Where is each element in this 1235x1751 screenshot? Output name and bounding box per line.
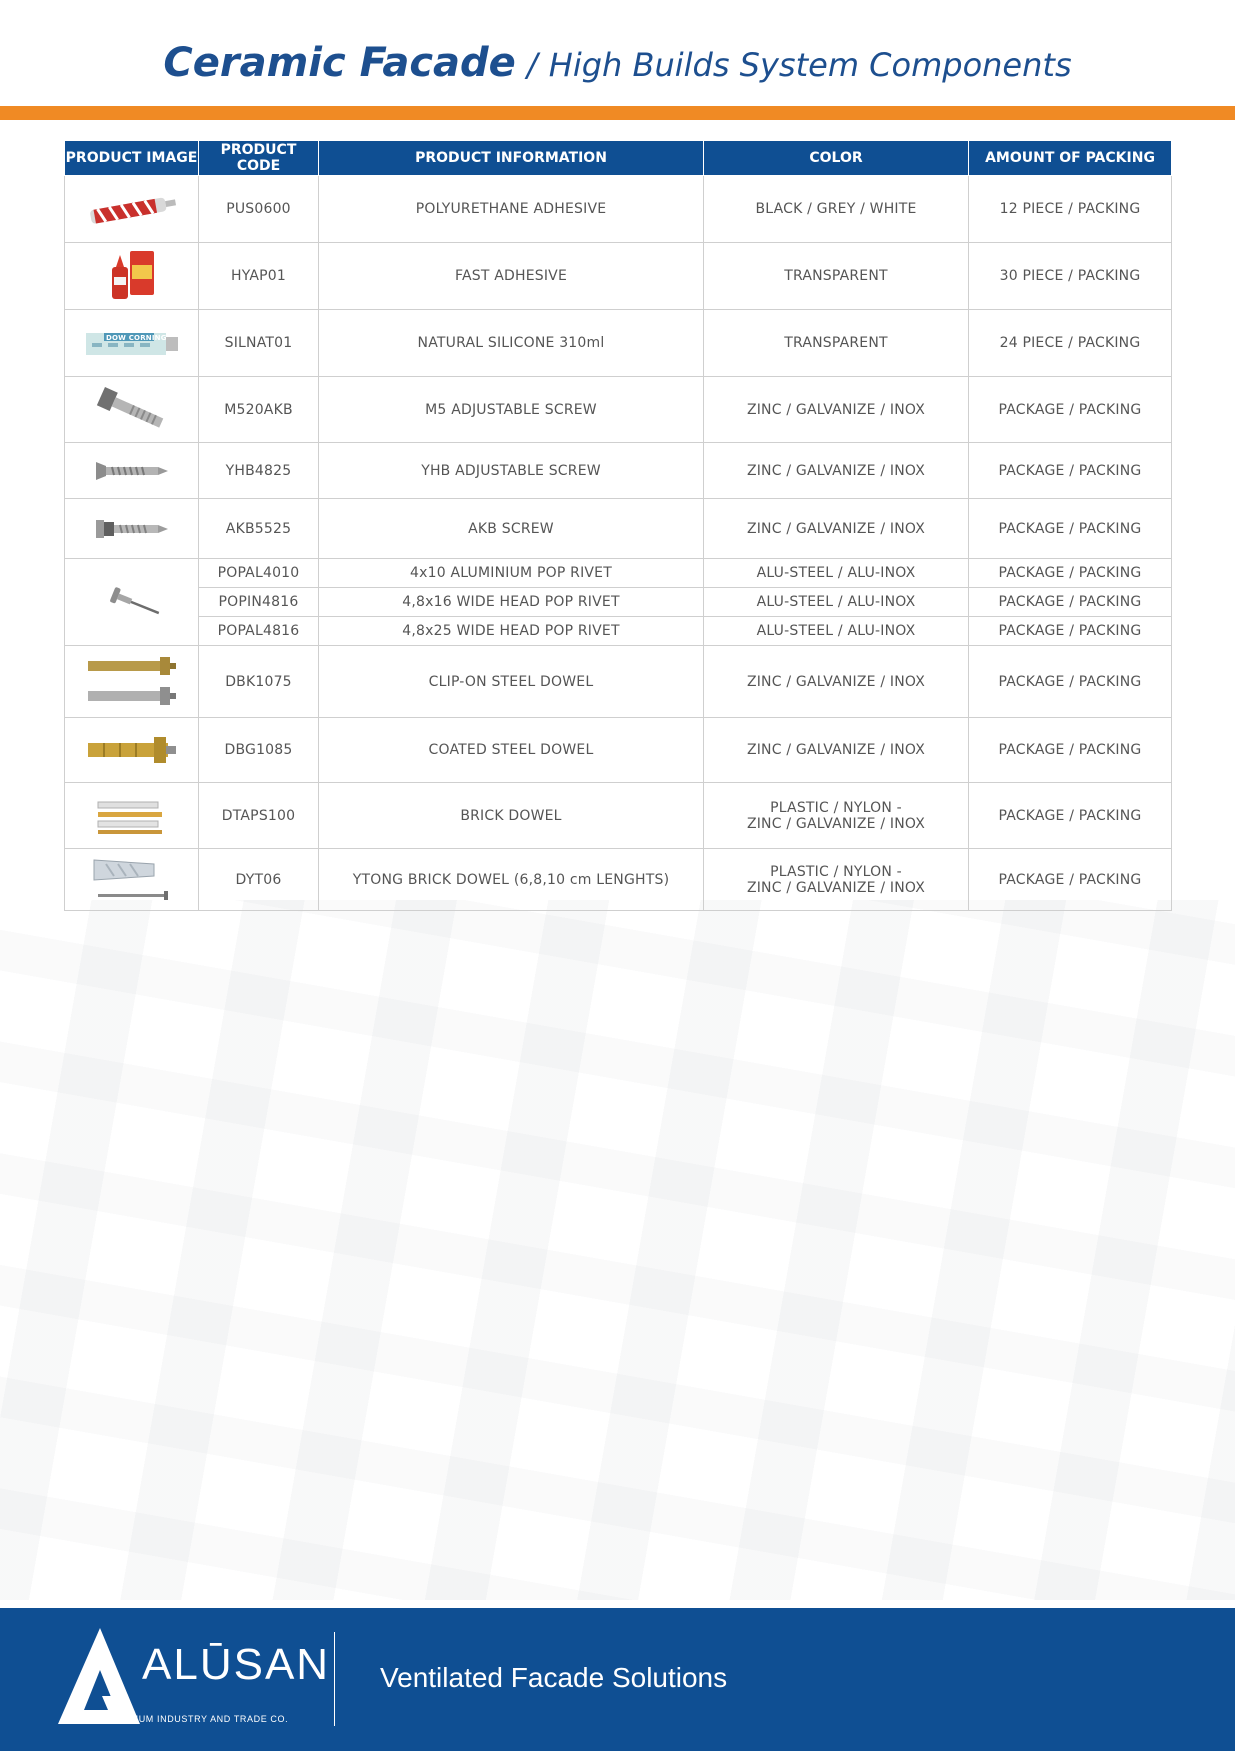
- product-code: YHB4825: [199, 443, 319, 499]
- color-line-1: PLASTIC / NYLON -: [770, 863, 902, 880]
- logo-subtitle: ALUMINIUM INDUSTRY AND TRADE CO.: [98, 1714, 289, 1724]
- product-info: AKB SCREW: [319, 499, 704, 559]
- title-separator: /: [526, 46, 538, 84]
- product-packing: PACKAGE / PACKING: [969, 559, 1172, 588]
- product-color: ALU-STEEL / ALU-INOX: [704, 617, 969, 646]
- product-color: ALU-STEEL / ALU-INOX: [704, 588, 969, 617]
- table-header-row: [65, 141, 1172, 176]
- adhesive-tube-image: [77, 191, 187, 227]
- title-subtitle: High Builds System Components: [548, 46, 1072, 84]
- product-image-cell: [65, 176, 199, 243]
- footer-bar: [0, 1608, 1235, 1751]
- product-code: DYT06: [199, 849, 319, 911]
- page-title: [0, 40, 1235, 86]
- product-packing: PACKAGE / PACKING: [969, 783, 1172, 849]
- product-packing: PACKAGE / PACKING: [969, 499, 1172, 559]
- product-info: NATURAL SILICONE 310ml: [319, 310, 704, 377]
- hex-bolt-image: [77, 382, 187, 438]
- product-packing: 24 PIECE / PACKING: [969, 310, 1172, 377]
- table-row: [65, 377, 1172, 443]
- product-code: POPAL4816: [199, 617, 319, 646]
- product-image-cell: [65, 783, 199, 849]
- product-code: SILNAT01: [199, 310, 319, 377]
- product-packing: 30 PIECE / PACKING: [969, 243, 1172, 310]
- table-row: [65, 243, 1172, 310]
- steel-dowel-image: [77, 653, 187, 711]
- product-info: FAST ADHESIVE: [319, 243, 704, 310]
- table-row: [65, 176, 1172, 243]
- hex-drill-screw-image: [77, 514, 187, 544]
- table-row: [65, 783, 1172, 849]
- orange-divider-bar: [0, 106, 1235, 120]
- footer-tagline: Ventilated Facade Solutions: [380, 1662, 728, 1693]
- alusan-logo: [56, 1618, 331, 1738]
- color-line-1: PLASTIC / NYLON -: [770, 799, 902, 816]
- product-table: [64, 140, 1172, 911]
- product-info: COATED STEEL DOWEL: [319, 718, 704, 783]
- brick-dowel-image: [77, 796, 187, 836]
- product-color: ZINC / GALVANIZE / INOX: [704, 499, 969, 559]
- color-line-2: ZINC / GALVANIZE / INOX: [746, 879, 926, 896]
- fast-adhesive-image: [77, 247, 187, 305]
- product-info: M5 ADJUSTABLE SCREW: [319, 377, 704, 443]
- product-code: DTAPS100: [199, 783, 319, 849]
- product-info: 4,8x25 WIDE HEAD POP RIVET: [319, 617, 704, 646]
- product-image-cell: [65, 559, 199, 646]
- product-image-cell: [65, 646, 199, 718]
- product-code: POPAL4010: [199, 559, 319, 588]
- product-packing: PACKAGE / PACKING: [969, 849, 1172, 911]
- product-code: POPIN4816: [199, 588, 319, 617]
- logo-wordmark: ALŪSAN: [142, 1640, 331, 1689]
- product-color: TRANSPARENT: [704, 310, 969, 377]
- column-header-image: PRODUCT IMAGE: [65, 141, 199, 176]
- product-code: PUS0600: [199, 176, 319, 243]
- table-row: [65, 718, 1172, 783]
- product-packing: PACKAGE / PACKING: [969, 646, 1172, 718]
- product-image-cell: [65, 849, 199, 911]
- product-color: ZINC / GALVANIZE / INOX: [704, 377, 969, 443]
- product-color: BLACK / GREY / WHITE: [704, 176, 969, 243]
- product-color: ZINC / GALVANIZE / INOX: [704, 718, 969, 783]
- product-code: M520AKB: [199, 377, 319, 443]
- silicone-label-text: DOW CORNING: [105, 334, 167, 342]
- product-packing: PACKAGE / PACKING: [969, 443, 1172, 499]
- table-row: [65, 588, 1172, 617]
- column-header-code: PRODUCT CODE: [199, 141, 319, 176]
- product-color: ZINC / GALVANIZE / INOX: [704, 443, 969, 499]
- footer-divider: [334, 1632, 335, 1726]
- product-packing: PACKAGE / PACKING: [969, 377, 1172, 443]
- drill-screw-image: [77, 456, 187, 486]
- column-header-info: PRODUCT INFORMATION: [319, 141, 704, 176]
- product-image-cell: [65, 443, 199, 499]
- product-color: [704, 783, 969, 849]
- product-image-cell: [65, 718, 199, 783]
- color-line-2: ZINC / GALVANIZE / INOX: [746, 815, 926, 832]
- table-row: [65, 310, 1172, 377]
- product-code: HYAP01: [199, 243, 319, 310]
- product-code: DBK1075: [199, 646, 319, 718]
- background-building-watermark: [0, 900, 1235, 1600]
- ytong-dowel-image: [77, 852, 187, 908]
- table-row: [65, 443, 1172, 499]
- product-packing: PACKAGE / PACKING: [969, 588, 1172, 617]
- product-image-cell: [65, 499, 199, 559]
- product-info: YHB ADJUSTABLE SCREW: [319, 443, 704, 499]
- column-header-packing: AMOUNT OF PACKING: [969, 141, 1172, 176]
- column-header-color: COLOR: [704, 141, 969, 176]
- table-row: [65, 646, 1172, 718]
- product-packing: PACKAGE / PACKING: [969, 617, 1172, 646]
- product-color: TRANSPARENT: [704, 243, 969, 310]
- product-color: [704, 849, 969, 911]
- product-code: AKB5525: [199, 499, 319, 559]
- product-image-cell: [65, 310, 199, 377]
- table-row: [65, 559, 1172, 588]
- product-info: YTONG BRICK DOWEL (6,8,10 cm LENGHTS): [319, 849, 704, 911]
- product-image-cell: [65, 243, 199, 310]
- table-row: [65, 499, 1172, 559]
- product-info: POLYURETHANE ADHESIVE: [319, 176, 704, 243]
- silicone-tube-image: [77, 323, 187, 363]
- table-row: [65, 617, 1172, 646]
- title-main: Ceramic Facade: [163, 40, 516, 86]
- product-packing: 12 PIECE / PACKING: [969, 176, 1172, 243]
- product-info: CLIP-ON STEEL DOWEL: [319, 646, 704, 718]
- product-info: 4,8x16 WIDE HEAD POP RIVET: [319, 588, 704, 617]
- product-image-cell: [65, 377, 199, 443]
- coated-dowel-image: [77, 733, 187, 767]
- product-info: 4x10 ALUMINIUM POP RIVET: [319, 559, 704, 588]
- product-color: ALU-STEEL / ALU-INOX: [704, 559, 969, 588]
- product-color: ZINC / GALVANIZE / INOX: [704, 646, 969, 718]
- product-info: BRICK DOWEL: [319, 783, 704, 849]
- table-row: [65, 849, 1172, 911]
- product-packing: PACKAGE / PACKING: [969, 718, 1172, 783]
- pop-rivet-image: [77, 582, 187, 622]
- product-code: DBG1085: [199, 718, 319, 783]
